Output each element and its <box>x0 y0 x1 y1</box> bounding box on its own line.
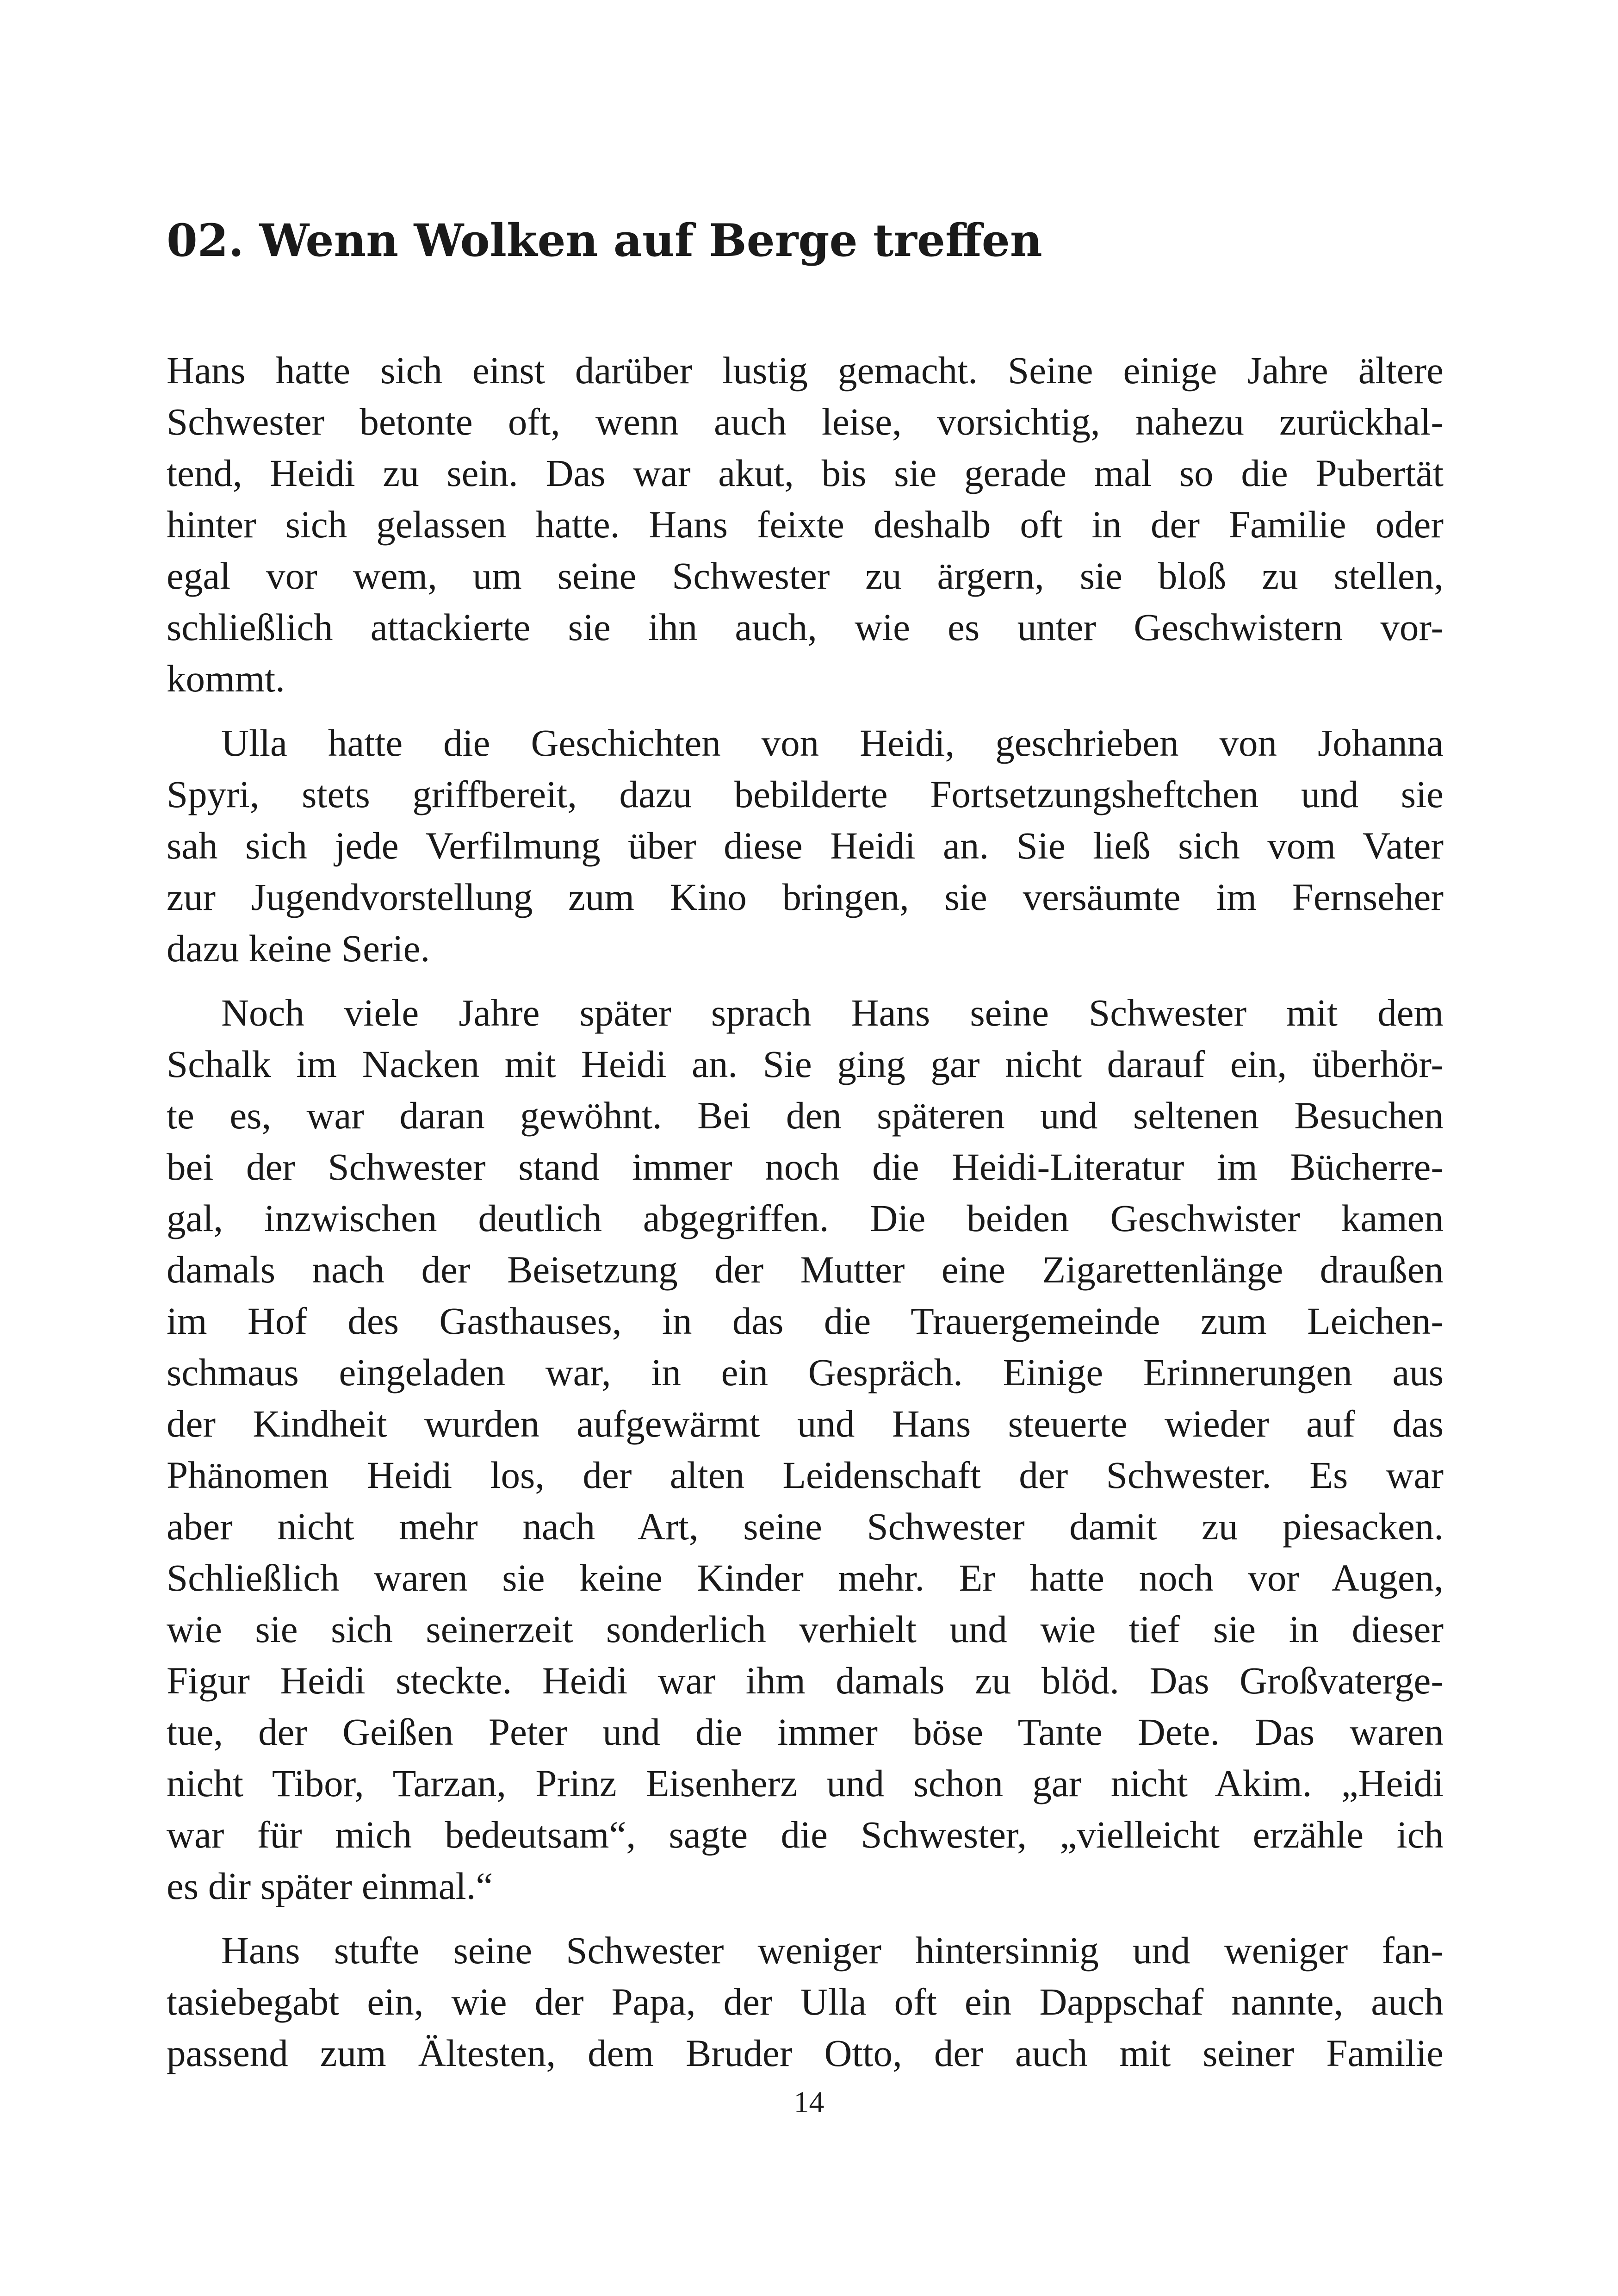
text-line: es dir später einmal.“ <box>167 1865 493 1907</box>
text-line: Phänomen Heidi los, der alten Leidenschaft der Schwester. Es war <box>167 1454 1444 1496</box>
text-line: aber nicht mehr nach Art, seine Schwester damit zu piesacken. <box>167 1505 1444 1548</box>
text-line: damals nach der Beisetzung der Mutter eine Zigarettenlänge draußen <box>167 1248 1444 1291</box>
text-line: Schließlich waren sie keine Kinder mehr. Er hatte noch vor Augen, <box>167 1556 1444 1599</box>
text-line: tue, der Geißen Peter und die immer böse Tante Dete. Das waren <box>167 1711 1444 1753</box>
paragraph <box>167 717 1444 974</box>
text-line: te es, war daran gewöhnt. Bei den späteren und seltenen Besuchen <box>167 1094 1444 1137</box>
text-line: im Hof des Gasthauses, in das die Trauergemeinde zum Leichen- <box>167 1300 1444 1342</box>
page-number: 14 <box>794 2085 824 2119</box>
text-line: gal, inzwischen deutlich abgegriffen. Die beiden Geschwister kamen <box>167 1197 1444 1239</box>
text-line: passend zum Ältesten, dem Bruder Otto, der auch mit seiner Familie <box>167 2032 1444 2074</box>
text-line: Figur Heidi steckte. Heidi war ihm damals zu blöd. Das Großvaterge- <box>167 1659 1444 1702</box>
text-line: Ulla hatte die Geschichten von Heidi, geschrieben von Johanna <box>221 722 1444 764</box>
text-line: nicht Tibor, Tarzan, Prinz Eisenherz und schon gar nicht Akim. „Heidi <box>167 1762 1444 1804</box>
text-line: bei der Schwester stand immer noch die Heidi-Literatur im Bücherre- <box>167 1145 1444 1188</box>
paragraph <box>167 1925 1444 2079</box>
text-line: wie sie sich seinerzeit sonderlich verhielt und wie tief sie in dieser <box>167 1608 1444 1650</box>
text-line: sah sich jede Verfilmung über diese Heidi an. Sie ließ sich vom Vater <box>167 824 1444 867</box>
text-line: zur Jugendvorstellung zum Kino bringen, sie versäumte im Fernseher <box>167 876 1444 918</box>
text-line: tasiebegabt ein, wie der Papa, der Ulla oft ein Dappschaf nannte, auch <box>167 1980 1444 2023</box>
text-line: Hans stufte seine Schwester weniger hintersinnig und weniger fan- <box>221 1929 1444 1972</box>
chapter-title: 02. Wenn Wolken auf Berge treffen <box>167 214 1042 267</box>
text-line: der Kindheit wurden aufgewärmt und Hans steuerte wieder auf das <box>167 1402 1444 1445</box>
body-text <box>167 345 1444 2092</box>
text-line: Noch viele Jahre später sprach Hans seine Schwester mit dem <box>221 991 1444 1034</box>
text-line: egal vor wem, um seine Schwester zu ärgern, sie bloß zu stellen, <box>167 554 1444 597</box>
text-line: hinter sich gelassen hatte. Hans feixte deshalb oft in der Familie oder <box>167 503 1444 546</box>
paragraph <box>167 987 1444 1912</box>
text-line: dazu keine Serie. <box>167 927 430 970</box>
text-line: Hans hatte sich einst darüber lustig gemacht. Seine einige Jahre ältere <box>167 349 1444 392</box>
text-line: schließlich attackierte sie ihn auch, wie es unter Geschwistern vor- <box>167 606 1444 648</box>
text-line: Schwester betonte oft, wenn auch leise, vorsichtig, nahezu zurückhal- <box>167 400 1444 443</box>
paragraph <box>167 345 1444 704</box>
text-line: kommt. <box>167 657 285 700</box>
text-line: Spyri, stets griffbereit, dazu bebilderte Fortsetzungsheftchen und sie <box>167 773 1444 815</box>
text-line: war für mich bedeutsam“, sagte die Schwester, „vielleicht erzähle ich <box>167 1813 1444 1856</box>
text-line: schmaus eingeladen war, in ein Gespräch. Einige Erinnerungen aus <box>167 1351 1444 1394</box>
text-line: Schalk im Nacken mit Heidi an. Sie ging gar nicht darauf ein, überhör- <box>167 1043 1444 1085</box>
text-line: tend, Heidi zu sein. Das war akut, bis sie gerade mal so die Pubertät <box>167 452 1444 494</box>
